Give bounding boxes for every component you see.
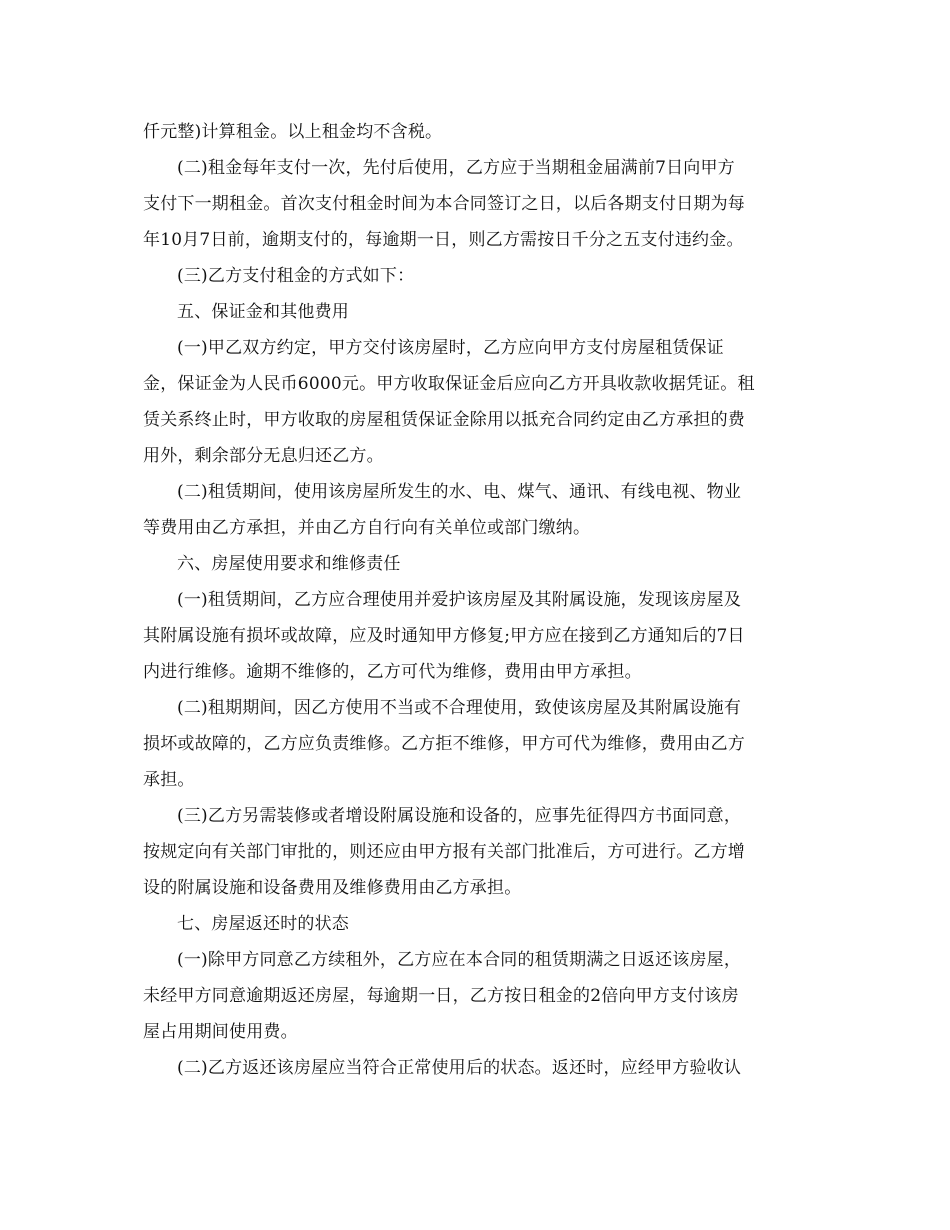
- text-line: 金，保证金为人民币6000元。甲方收取保证金后应向乙方开具收款收据凭证。租: [143, 374, 755, 394]
- text-line: 损坏或故障的，乙方应负责维修。乙方拒不维修，甲方可代为维修，费用由乙方: [143, 734, 745, 754]
- text-line: 仟元整)计算租金。以上租金均不含税。: [143, 122, 443, 142]
- text-line: 承担。: [143, 770, 195, 790]
- text-line: 支付下一期租金。首次支付租金时间为本合同签订之日，以后各期支付日期为每: [143, 194, 745, 214]
- text-line: (一)租赁期间，乙方应合理使用并爱护该房屋及其附属设施，发现该房屋及: [177, 590, 742, 610]
- text-line: 设的附属设施和设备费用及维修费用由乙方承担。: [143, 878, 522, 898]
- text-line: 年10月7日前，逾期支付的，每逾期一日，则乙方需按日千分之五支付违约金。: [143, 230, 744, 250]
- text-line: 七、房屋返还时的状态: [177, 914, 349, 934]
- text-line: 等费用由乙方承担，并由乙方自行向有关单位或部门缴纳。: [143, 518, 591, 538]
- text-line: 未经甲方同意逾期返还房屋，每逾期一日，乙方按日租金的2倍向甲方支付该房: [143, 986, 739, 1006]
- text-line: 屋占用期间使用费。: [143, 1022, 298, 1042]
- text-line: 六、房屋使用要求和维修责任: [177, 554, 401, 574]
- text-line: (二)租期期间，因乙方使用不当或不合理使用，致使该房屋及其附属设施有: [177, 698, 742, 718]
- text-line: (二)租赁期间，使用该房屋所发生的水、电、煤气、通讯、有线电视、物业: [177, 482, 742, 502]
- text-line: (一)甲乙双方约定，甲方交付该房屋时，乙方应向甲方支付房屋租赁保证: [177, 338, 724, 358]
- text-line: (二)乙方返还该房屋应当符合正常使用后的状态。返还时，应经甲方验收认: [177, 1058, 742, 1078]
- text-line: (二)租金每年支付一次，先付后使用，乙方应于当期租金届满前7日向甲方: [177, 158, 735, 178]
- text-line: 按规定向有关部门审批的，则还应由甲方报有关部门批准后，方可进行。乙方增: [143, 842, 745, 862]
- text-line: 其附属设施有损坏或故障，应及时通知甲方修复;甲方应在接到乙方通知后的7日: [143, 626, 745, 646]
- document-body: [143, 114, 805, 1086]
- text-line: 五、保证金和其他费用: [177, 302, 349, 322]
- text-line: (三)乙方支付租金的方式如下：: [177, 266, 415, 286]
- text-line: (三)乙方另需装修或者增设附属设施和设备的，应事先征得四方书面同意，: [177, 806, 742, 826]
- text-line: 赁关系终止时，甲方收取的房屋租赁保证金除用以抵充合同约定由乙方承担的费: [143, 410, 745, 430]
- text-line: 内进行维修。逾期不维修的，乙方可代为维修，费用由甲方承担。: [143, 662, 642, 682]
- text-line: (一)除甲方同意乙方续租外，乙方应在本合同的租赁期满之日返还该房屋，: [177, 950, 742, 970]
- text-line: 用外，剩余部分无息归还乙方。: [143, 446, 384, 466]
